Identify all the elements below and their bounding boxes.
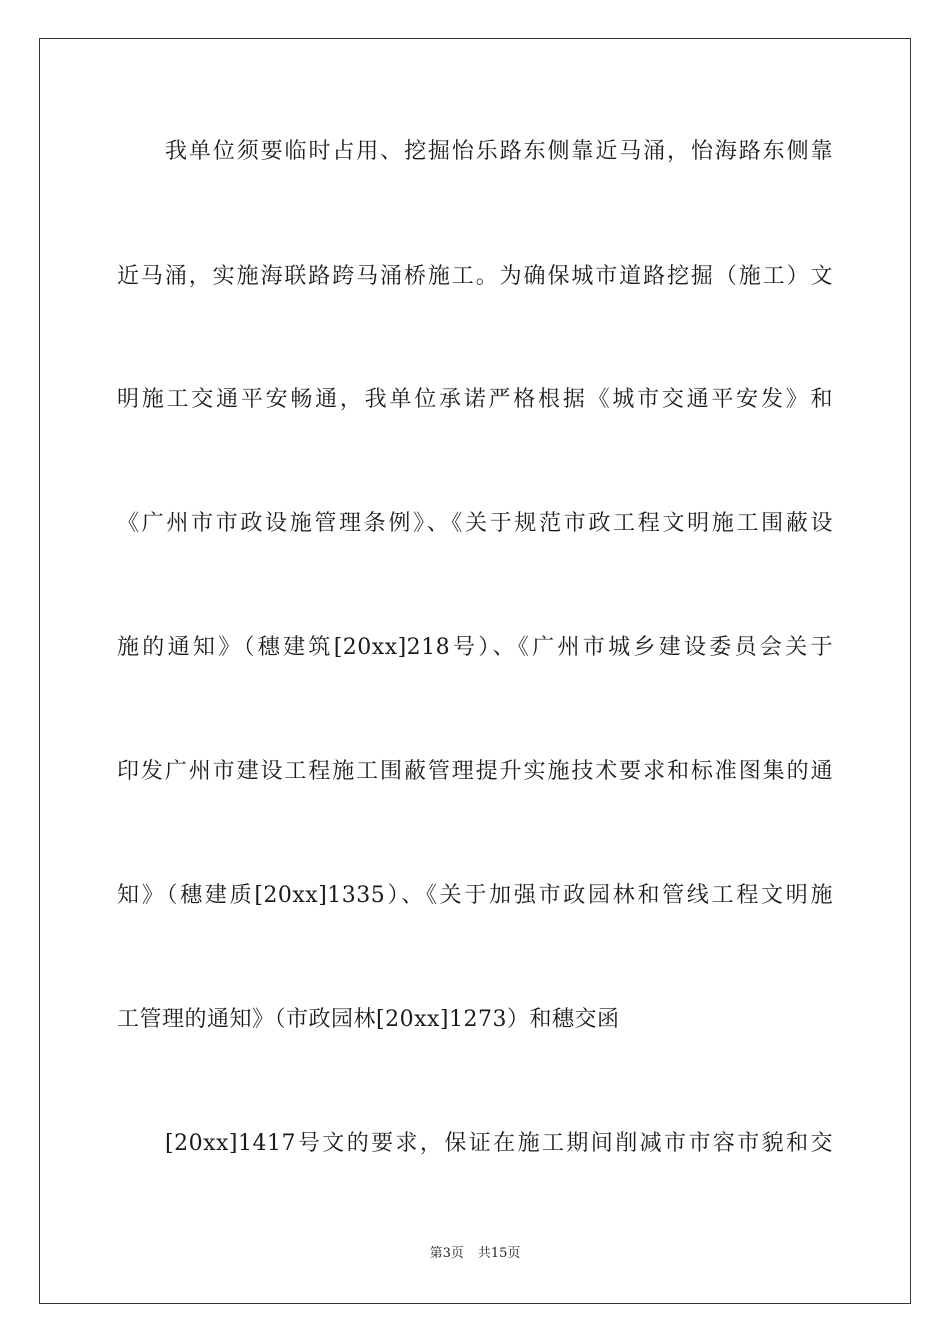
paragraph-line: 明施工交通平安畅通，我单位承诺严格根据《城市交通平安发》和 bbox=[117, 387, 833, 412]
paragraph-line: 工管理的通知》（市政园林[20xx]1273）和穗交函 bbox=[117, 1007, 620, 1032]
paragraph-line: 施的通知》（穗建筑[20xx]218号）、《广州市城乡建设委员会关于 bbox=[117, 635, 833, 660]
paragraph-line: 我单位须要临时占用、挖掘怡乐路东侧靠近马涌，怡海路东侧靠 bbox=[165, 139, 833, 164]
paragraph-line: 印发广州市建设工程施工围蔽管理提升实施技术要求和标准图集的通 bbox=[117, 759, 833, 784]
paragraph-line: 近马涌，实施海联路跨马涌桥施工。为确保城市道路挖掘（施工）文 bbox=[117, 264, 833, 289]
paragraph-line: 知》（穗建质[20xx]1335）、《关于加强市政园林和管线工程文明施 bbox=[117, 883, 833, 908]
page-number: 第3页 bbox=[429, 1246, 464, 1261]
paragraph-line: 《广州市市政设施管理条例》、《关于规范市政工程文明施工围蔽设 bbox=[117, 511, 833, 536]
page-border bbox=[39, 38, 911, 1304]
paragraph-line: [20xx]1417号文的要求，保证在施工期间削减市市容市貌和交 bbox=[165, 1131, 833, 1156]
page-footer bbox=[0, 1245, 950, 1263]
page-total: 共15页 bbox=[477, 1246, 521, 1261]
